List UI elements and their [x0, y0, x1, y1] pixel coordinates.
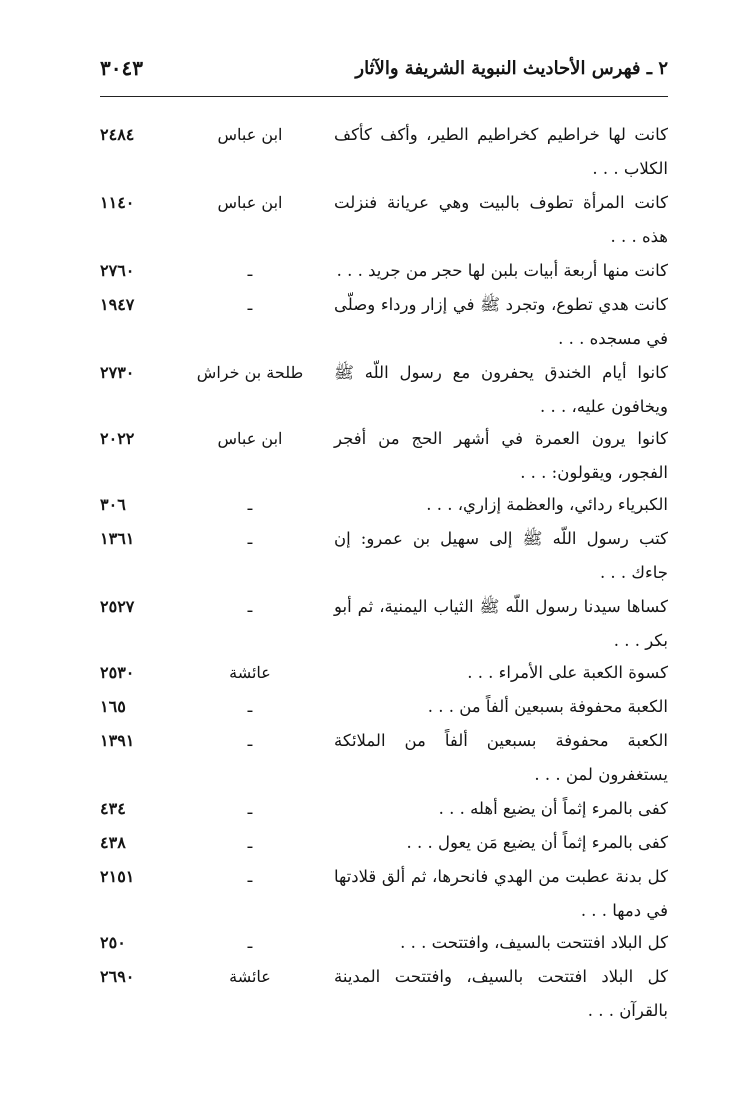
index-entry [100, 356, 668, 414]
index-entry [100, 288, 668, 346]
reference-number: ٢٥٢٧ [100, 597, 135, 616]
reference-number: ٢٤٨٤ [100, 125, 135, 144]
hadith-text: الكعبة محفوفة بسبعين ألفاً من . . . [427, 697, 668, 716]
hadith-text: كفى بالمرء إثماً أن يضيع أهله . . . [438, 799, 668, 818]
reference-number: ٢٧٣٠ [100, 363, 135, 382]
hadith-text: كسوة الكعبة على الأمراء . . . [467, 663, 668, 682]
hadith-text: كانت لها خراطيم كخراطيم الطير، وأكف كأكف الكلاب . . . [334, 125, 668, 178]
narrator: ـ [247, 833, 253, 852]
narrator: ابن عباس [217, 193, 283, 212]
narrator: عائشة [229, 663, 271, 682]
hadith-text: كساها سيدنا رسول اللّه ﷺ الثياب اليمنية، ثم أبو بكر . . . [334, 597, 668, 650]
index-entry [100, 826, 668, 856]
narrator: ـ [247, 799, 253, 818]
index-entry [100, 656, 668, 686]
hadith-text: كل البلاد افتتحت بالسيف، وافتتحت . . . [400, 933, 668, 952]
narrator: ابن عباس [217, 429, 283, 448]
narrator: ـ [247, 597, 253, 616]
narrator: عائشة [229, 967, 271, 986]
index-entry [100, 118, 668, 176]
narrator: ـ [247, 933, 253, 952]
reference-number: ٢١٥١ [100, 867, 135, 886]
reference-number: ١٦٥ [100, 697, 126, 716]
narrator: ـ [247, 529, 253, 548]
narrator: ابن عباس [217, 125, 283, 144]
reference-number: ٢٥٣٠ [100, 663, 135, 682]
running-title: ٢ ـ فهرس الأحاديث النبوية الشريفة والآثار [355, 58, 668, 79]
narrator: ـ [247, 697, 253, 716]
index-entry [100, 960, 668, 1018]
reference-number: ٣٠٦ [100, 495, 126, 514]
reference-number: ١٣٩١ [100, 731, 135, 750]
page-number: ٣٠٤٣ [100, 56, 143, 80]
hadith-text: الكعبة محفوفة بسبعين ألفاً من الملائكة يستغفرون لمن . . . [334, 731, 668, 784]
index-entry [100, 488, 668, 518]
narrator: ـ [247, 495, 253, 514]
hadith-text: كانت المرأة تطوف بالبيت وهي عريانة فنزلت هذه . . . [334, 193, 668, 246]
index-entry [100, 690, 668, 720]
reference-number: ٢٧٦٠ [100, 261, 135, 280]
hadith-text: كانت هدي تطوع، وتجرد ﷺ في إزار ورداء وصلّى في مسجده . . . [334, 295, 668, 348]
reference-number: ٢٦٩٠ [100, 967, 135, 986]
hadith-text: كل بدنة عطبت من الهدي فانحرها، ثم ألق قلادتها في دمها . . . [334, 867, 668, 920]
index-entry [100, 590, 668, 648]
hadith-text: كفى بالمرء إثماً أن يضيع مَن يعول . . . [406, 833, 668, 852]
index-entry [100, 422, 668, 480]
index-entry [100, 926, 668, 956]
hadith-text: كل البلاد افتتحت بالسيف، وافتتحت المدينة بالقرآن . . . [334, 967, 668, 1020]
hadith-text: الكبرياء ردائي، والعظمة إزاري، . . . [426, 495, 668, 514]
reference-number: ٤٣٨ [100, 833, 126, 852]
narrator: ـ [247, 295, 253, 314]
index-entry [100, 522, 668, 580]
reference-number: ٢٥٠ [100, 933, 126, 952]
narrator: ـ [247, 867, 253, 886]
index-entry [100, 186, 668, 244]
index-entry [100, 254, 668, 284]
page-header [100, 52, 668, 97]
reference-number: ١٣٦١ [100, 529, 135, 548]
reference-number: ١١٤٠ [100, 193, 135, 212]
reference-number: ٤٣٤ [100, 799, 126, 818]
index-entry [100, 724, 668, 782]
hadith-text: كانوا يرون العمرة في أشهر الحج من أفجر الفجور، ويقولون: . . . [334, 429, 668, 482]
hadith-text: كانوا أيام الخندق يحفرون مع رسول اللّه ﷺ ويخافون عليه، . . . [334, 363, 668, 416]
reference-number: ١٩٤٧ [100, 295, 135, 314]
hadith-text: كتب رسول اللّه ﷺ إلى سهيل بن عمرو: إن جاءك . . . [334, 529, 668, 582]
narrator: طلحة بن خراش [196, 363, 304, 382]
index-entry [100, 860, 668, 918]
narrator: ـ [247, 731, 253, 750]
narrator: ـ [247, 261, 253, 280]
reference-number: ٢٠٢٢ [100, 429, 135, 448]
hadith-text: كانت منها أربعة أبيات بلبن لها حجر من جريد . . . [336, 261, 668, 280]
index-entry [100, 792, 668, 822]
